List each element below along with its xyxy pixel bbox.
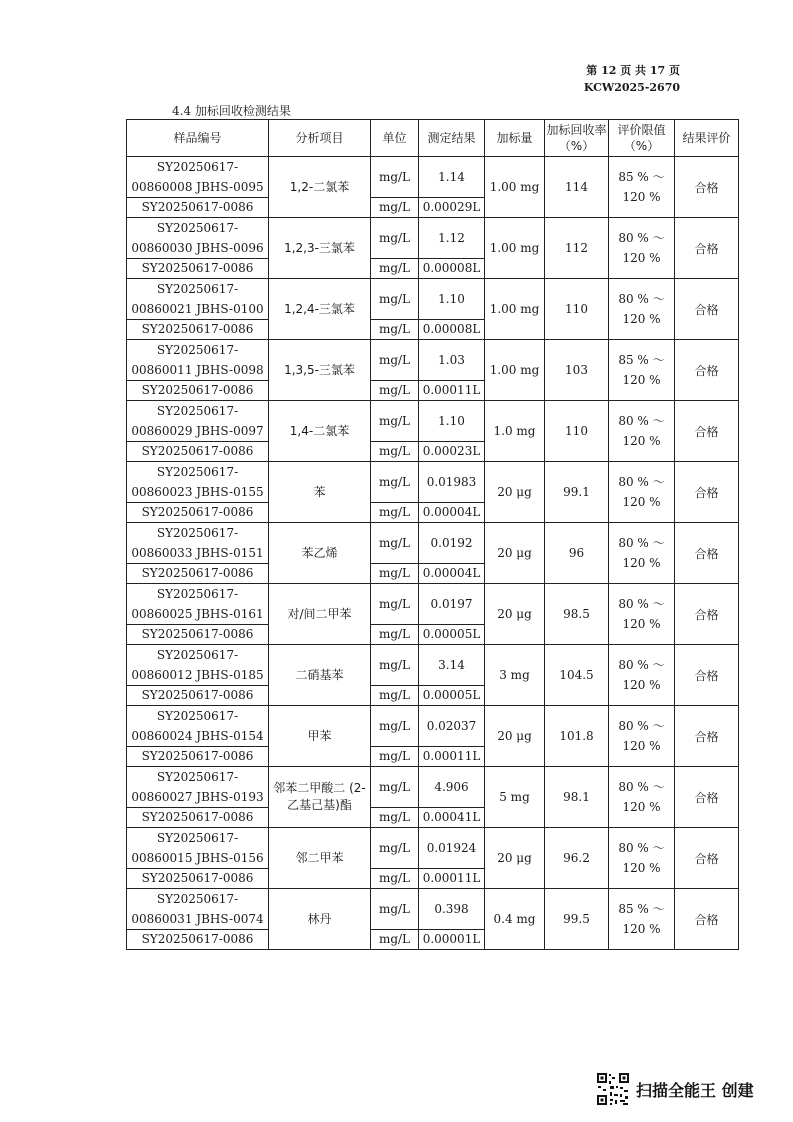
scanner-watermark: 扫描全能王 创建 (636, 1081, 754, 1100)
unit: mg/L (371, 869, 419, 889)
recovery-rate: 110 (545, 279, 609, 340)
spike-amount: 20 μg (485, 462, 545, 523)
evaluation-limit: 80 % ～ 120 % (609, 645, 675, 706)
evaluation-result: 合格 (675, 889, 739, 950)
spike-amount: 20 μg (485, 584, 545, 645)
evaluation-result: 合格 (675, 462, 739, 523)
evaluation-result: 合格 (675, 401, 739, 462)
measured-result: 1.10 (419, 279, 485, 320)
evaluation-limit: 80 % ～ 120 % (609, 218, 675, 279)
background-result: 0.00001L (419, 930, 485, 950)
measured-result: 0.01983 (419, 462, 485, 503)
analyte: 甲苯 (269, 706, 371, 767)
background-result: 0.00011L (419, 747, 485, 767)
recovery-rate: 99.1 (545, 462, 609, 523)
unit: mg/L (371, 625, 419, 645)
evaluation-limit: 85 % ～ 120 % (609, 157, 675, 218)
sample-id-primary: SY20250617-00860008 JBHS-0095 (127, 157, 269, 198)
spike-amount: 1.00 mg (485, 279, 545, 340)
spike-amount: 1.0 mg (485, 401, 545, 462)
col-header-result: 测定结果 (419, 120, 485, 157)
analyte: 林丹 (269, 889, 371, 950)
col-header-recovery: 加标回收率（%） (545, 120, 609, 157)
spike-amount: 20 μg (485, 523, 545, 584)
unit: mg/L (371, 442, 419, 462)
analyte: 对/间二甲苯 (269, 584, 371, 645)
sample-id-primary: SY20250617-00860033 JBHS-0151 (127, 523, 269, 564)
evaluation-result: 合格 (675, 645, 739, 706)
background-result: 0.00004L (419, 564, 485, 584)
recovery-rate: 112 (545, 218, 609, 279)
page-number: 第 12 页 共 17 页 (586, 64, 680, 77)
unit: mg/L (371, 828, 419, 869)
unit: mg/L (371, 503, 419, 523)
sample-id-background: SY20250617-0086 (127, 930, 269, 950)
sample-id-background: SY20250617-0086 (127, 320, 269, 340)
table-row (127, 828, 739, 869)
analyte: 苯乙烯 (269, 523, 371, 584)
sample-id-background: SY20250617-0086 (127, 747, 269, 767)
unit: mg/L (371, 747, 419, 767)
sample-id-background: SY20250617-0086 (127, 625, 269, 645)
unit: mg/L (371, 320, 419, 340)
evaluation-result: 合格 (675, 828, 739, 889)
background-result: 0.00008L (419, 259, 485, 279)
spike-amount: 1.00 mg (485, 218, 545, 279)
sample-id-background: SY20250617-0086 (127, 503, 269, 523)
sample-id-background: SY20250617-0086 (127, 564, 269, 584)
unit: mg/L (371, 645, 419, 686)
recovery-rate: 114 (545, 157, 609, 218)
table-row (127, 157, 739, 198)
measured-result: 0.02037 (419, 706, 485, 747)
unit: mg/L (371, 157, 419, 198)
sample-id-background: SY20250617-0086 (127, 686, 269, 706)
sample-id-background: SY20250617-0086 (127, 869, 269, 889)
sample-id-primary: SY20250617-00860027 JBHS-0193 (127, 767, 269, 808)
measured-result: 1.12 (419, 218, 485, 259)
header-row (127, 120, 739, 157)
sample-id-background: SY20250617-0086 (127, 381, 269, 401)
spike-amount: 20 μg (485, 706, 545, 767)
analyte: 1,4-二氯苯 (269, 401, 371, 462)
sample-id-primary: SY20250617-00860021 JBHS-0100 (127, 279, 269, 320)
col-header-evaluation: 结果评价 (675, 120, 739, 157)
unit: mg/L (371, 767, 419, 808)
analyte: 1,3,5-三氯苯 (269, 340, 371, 401)
report-number: KCW2025-2670 (583, 81, 680, 94)
unit: mg/L (371, 930, 419, 950)
evaluation-limit: 80 % ～ 120 % (609, 401, 675, 462)
evaluation-result: 合格 (675, 279, 739, 340)
measured-result: 1.03 (419, 340, 485, 381)
sample-id-primary: SY20250617-00860024 JBHS-0154 (127, 706, 269, 747)
analyte: 1,2-二氯苯 (269, 157, 371, 218)
analyte: 苯 (269, 462, 371, 523)
analyte: 1,2,4-三氯苯 (269, 279, 371, 340)
background-result: 0.00004L (419, 503, 485, 523)
background-result: 0.00011L (419, 381, 485, 401)
table-row (127, 889, 739, 930)
page-header (560, 62, 680, 96)
evaluation-limit: 80 % ～ 120 % (609, 523, 675, 584)
unit: mg/L (371, 381, 419, 401)
table-row (127, 401, 739, 442)
evaluation-limit: 80 % ～ 120 % (609, 767, 675, 828)
unit: mg/L (371, 401, 419, 442)
analyte: 邻二甲苯 (269, 828, 371, 889)
recovery-rate: 98.1 (545, 767, 609, 828)
background-result: 0.00023L (419, 442, 485, 462)
sample-id-primary: SY20250617-00860029 JBHS-0097 (127, 401, 269, 442)
section-title: 4.4 加标回收检测结果 (172, 104, 291, 118)
unit: mg/L (371, 198, 419, 218)
sample-id-background: SY20250617-0086 (127, 808, 269, 828)
spike-amount: 1.00 mg (485, 340, 545, 401)
unit: mg/L (371, 259, 419, 279)
sample-id-primary: SY20250617-00860011 JBHS-0098 (127, 340, 269, 381)
table-row (127, 645, 739, 686)
col-header-unit: 单位 (371, 120, 419, 157)
spike-amount: 3 mg (485, 645, 545, 706)
background-result: 0.00041L (419, 808, 485, 828)
sample-id-primary: SY20250617-00860031 JBHS-0074 (127, 889, 269, 930)
recovery-rate: 104.5 (545, 645, 609, 706)
table-row (127, 523, 739, 564)
sample-id-primary: SY20250617-00860012 JBHS-0185 (127, 645, 269, 686)
background-result: 0.00011L (419, 869, 485, 889)
recovery-rate: 110 (545, 401, 609, 462)
evaluation-limit: 80 % ～ 120 % (609, 706, 675, 767)
table-row (127, 767, 739, 808)
evaluation-limit: 85 % ～ 120 % (609, 340, 675, 401)
qr-code-icon (596, 1072, 630, 1106)
unit: mg/L (371, 523, 419, 564)
sample-id-background: SY20250617-0086 (127, 198, 269, 218)
recovery-results-table (126, 119, 739, 950)
analyte: 1,2,3-三氯苯 (269, 218, 371, 279)
table-row (127, 340, 739, 381)
unit: mg/L (371, 584, 419, 625)
sample-id-primary: SY20250617-00860030 JBHS-0096 (127, 218, 269, 259)
table-row (127, 218, 739, 259)
evaluation-result: 合格 (675, 584, 739, 645)
analyte: 邻苯二甲酸二 (2-乙基己基)酯 (269, 767, 371, 828)
table-row (127, 584, 739, 625)
spike-amount: 5 mg (485, 767, 545, 828)
table-row (127, 706, 739, 747)
unit: mg/L (371, 808, 419, 828)
evaluation-limit: 85 % ～ 120 % (609, 889, 675, 950)
evaluation-result: 合格 (675, 767, 739, 828)
measured-result: 3.14 (419, 645, 485, 686)
recovery-rate: 101.8 (545, 706, 609, 767)
evaluation-result: 合格 (675, 706, 739, 767)
recovery-rate: 103 (545, 340, 609, 401)
background-result: 0.00029L (419, 198, 485, 218)
recovery-rate: 96.2 (545, 828, 609, 889)
spike-amount: 0.4 mg (485, 889, 545, 950)
background-result: 0.00005L (419, 686, 485, 706)
measured-result: 0.398 (419, 889, 485, 930)
measured-result: 4.906 (419, 767, 485, 808)
sample-id-background: SY20250617-0086 (127, 442, 269, 462)
unit: mg/L (371, 279, 419, 320)
evaluation-limit: 80 % ～ 120 % (609, 584, 675, 645)
unit: mg/L (371, 686, 419, 706)
evaluation-result: 合格 (675, 218, 739, 279)
col-header-analyte: 分析项目 (269, 120, 371, 157)
table-row (127, 462, 739, 503)
unit: mg/L (371, 706, 419, 747)
recovery-rate: 98.5 (545, 584, 609, 645)
evaluation-limit: 80 % ～ 120 % (609, 279, 675, 340)
evaluation-result: 合格 (675, 523, 739, 584)
measured-result: 0.0197 (419, 584, 485, 625)
sample-id-primary: SY20250617-00860025 JBHS-0161 (127, 584, 269, 625)
sample-id-primary: SY20250617-00860015 JBHS-0156 (127, 828, 269, 869)
evaluation-limit: 80 % ～ 120 % (609, 828, 675, 889)
unit: mg/L (371, 340, 419, 381)
recovery-rate: 96 (545, 523, 609, 584)
background-result: 0.00008L (419, 320, 485, 340)
col-header-spike: 加标量 (485, 120, 545, 157)
recovery-rate: 99.5 (545, 889, 609, 950)
unit: mg/L (371, 889, 419, 930)
spike-amount: 1.00 mg (485, 157, 545, 218)
sample-id-primary: SY20250617-00860023 JBHS-0155 (127, 462, 269, 503)
table-row (127, 279, 739, 320)
unit: mg/L (371, 462, 419, 503)
analyte: 二硝基苯 (269, 645, 371, 706)
evaluation-limit: 80 % ～ 120 % (609, 462, 675, 523)
measured-result: 1.14 (419, 157, 485, 198)
evaluation-result: 合格 (675, 340, 739, 401)
unit: mg/L (371, 564, 419, 584)
unit: mg/L (371, 218, 419, 259)
col-header-limit: 评价限值（%） (609, 120, 675, 157)
measured-result: 0.0192 (419, 523, 485, 564)
background-result: 0.00005L (419, 625, 485, 645)
measured-result: 0.01924 (419, 828, 485, 869)
spike-amount: 20 μg (485, 828, 545, 889)
sample-id-background: SY20250617-0086 (127, 259, 269, 279)
evaluation-result: 合格 (675, 157, 739, 218)
measured-result: 1.10 (419, 401, 485, 442)
col-header-sample: 样品编号 (127, 120, 269, 157)
